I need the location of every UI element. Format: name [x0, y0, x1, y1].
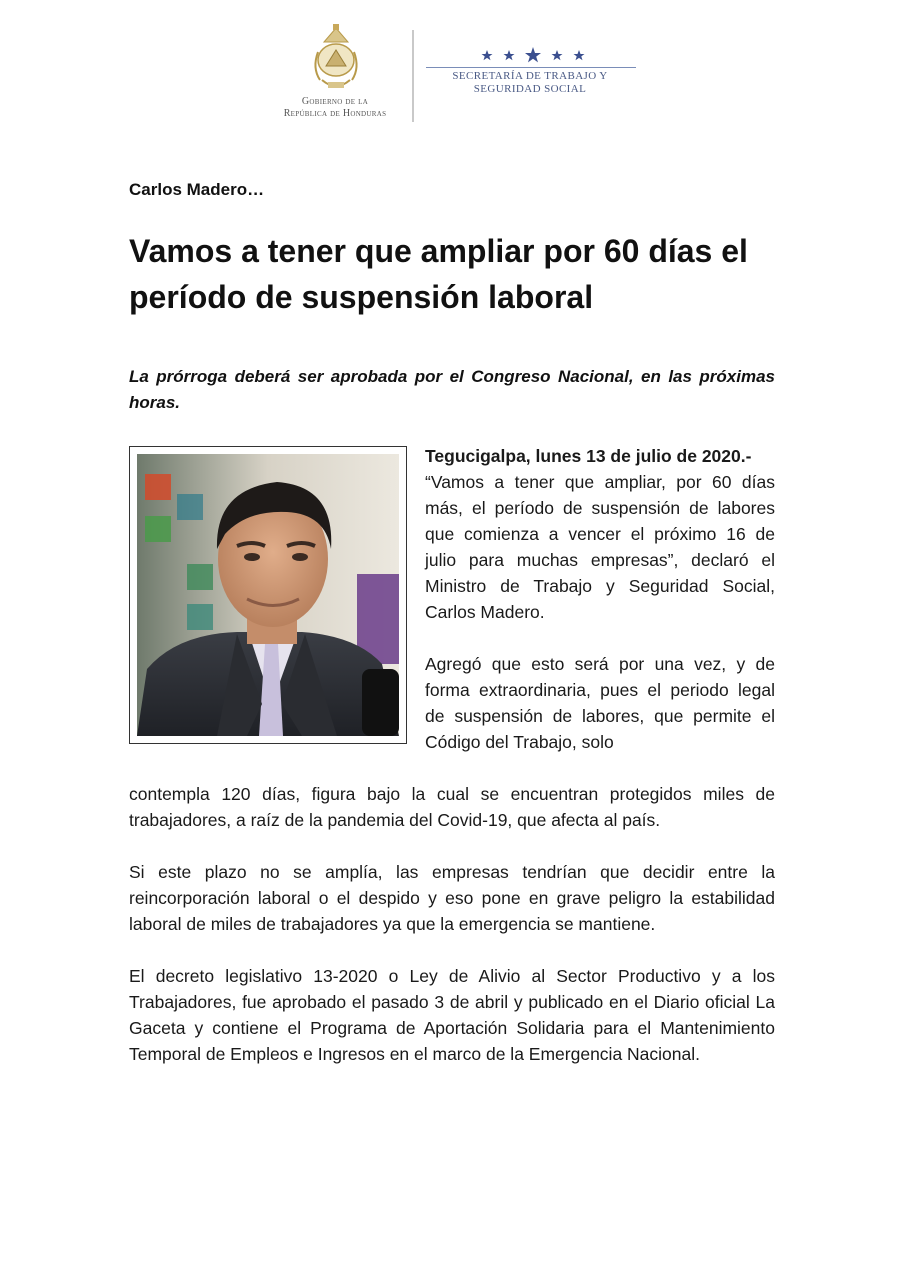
government-logo: [260, 18, 410, 128]
secretaria-logo: [420, 42, 640, 102]
letterhead: [260, 18, 660, 128]
paragraph-4: El decreto legislativo 13-2020 o Ley de Alivio al Sector Productivo y a los Trabajadores, fue aprobado el pasado 3 de abril y publicado en el Diario oficial La Gaceta y contiene el Programa de Aportación Solidaria para el Mantenimiento Temporal de Empleos e Ingresos en el marco de la Emergencia Nacional.: [129, 966, 775, 1064]
honduras-coat-of-arms-icon: [306, 22, 366, 102]
secretaria-line1: SECRETARÍA DE TRABAJO Y: [452, 70, 608, 82]
article-subheadline: La prórroga deberá ser aprobada por el Congreso Nacional, en las próximas horas.: [129, 367, 775, 412]
article-intro-column: [425, 443, 775, 755]
government-logo-text: [260, 96, 410, 120]
paragraph-3: Si este plazo no se amplía, las empresas tendrían que decidir entre la reincorporación laboral o el despido y eso pone en grave peligro la estabilidad laboral de miles de trabajadores ya que la emergencia se mantiene.: [129, 862, 775, 934]
article-kicker: Carlos Madero…: [129, 180, 265, 199]
logo-divider: [412, 30, 414, 122]
minister-photo-frame: [129, 446, 407, 744]
article-body: [129, 781, 775, 1093]
stars-icon: [478, 46, 588, 64]
minister-portrait-photo: [137, 454, 399, 736]
paragraph-2-start: Agregó que esto será por una vez, y de forma extraordinaria, pues el periodo legal de suspensión de labores, que permite el Código del Trabajo, solo: [425, 654, 775, 752]
logo-rule: [426, 67, 636, 68]
article-headline: Vamos a tener que ampliar por 60 días el período de suspensión laboral: [129, 233, 748, 315]
article-dateline: Tegucigalpa, lunes 13 de julio de 2020.-: [425, 446, 752, 466]
paragraph-1: “Vamos a tener que ampliar, por 60 días más, el período de suspensión de labores que comienza a vencer el próximo 16 de julio para muchas empresas”, declaró el Ministro de Trabajo y Seguridad Social, Carlos Madero.: [425, 472, 775, 622]
gov-logo-line2: República de Honduras: [283, 108, 387, 119]
secretaria-line2: SEGURIDAD SOCIAL: [473, 83, 587, 95]
gov-logo-line1: Gobierno de la: [301, 96, 369, 107]
paragraph-2-end: contempla 120 días, figura bajo la cual se encuentran protegidos miles de trabajadores, a raíz de la pandemia del Covid-19, que afecta al país.: [129, 784, 775, 830]
secretaria-text: [420, 70, 640, 96]
